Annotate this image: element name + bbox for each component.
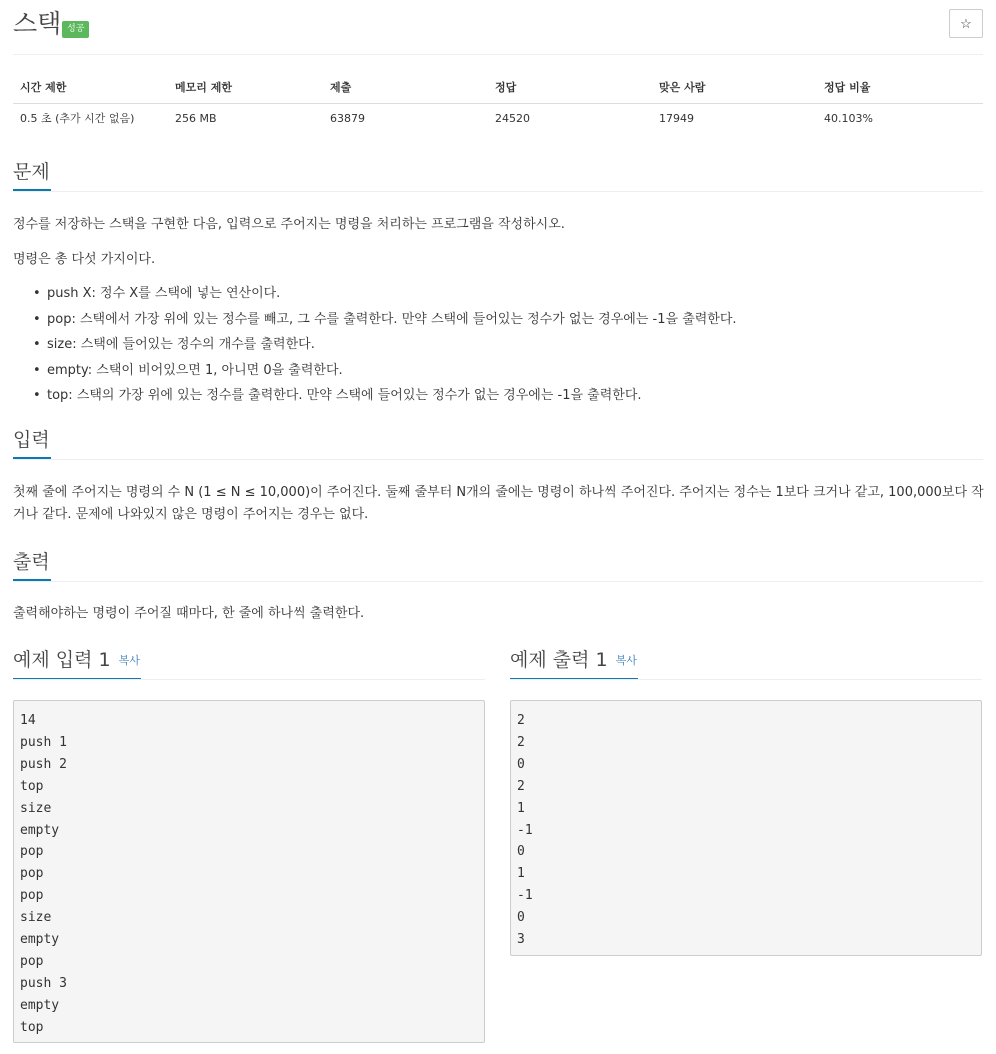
sample-output-title [510, 647, 638, 680]
problem-title: 스택 [13, 9, 62, 38]
sample-output-box[interactable]: 2 2 0 2 1 -1 0 1 -1 0 3 [510, 700, 982, 956]
list-item: • size: 스택에 들어있는 정수의 개수를 출력한다. [30, 335, 737, 361]
value-accept-ratio: 40.103% [824, 111, 873, 125]
list-item: • push X: 정수 X를 스택에 넣는 연산이다. [30, 284, 737, 310]
problem-header [13, 8, 983, 48]
sample-input-box[interactable]: 14 push 1 push 2 top size empty pop pop pop size empty pop push 3 empty top [13, 700, 485, 1043]
value-memory-limit: 256 MB [175, 111, 217, 125]
header-submissions: 제출 [323, 72, 488, 103]
input-description: 첫째 줄에 주어지는 명령의 수 N (1 ≤ N ≤ 10,000)이 주어진다. 둘째 줄부터 N개의 줄에는 명령이 하나씩 주어진다. 주어지는 정수는 1보다 크거나 같고, 100,000보다 작거나 같다. 문제에 나와있지 않은 명령이 주어지는 경우는 없다. [13, 485, 984, 522]
section-divider [13, 459, 983, 460]
header-solved-users: 맞은 사람 [652, 72, 817, 103]
sample-input-title [13, 647, 141, 680]
value-solved-users: 17949 [659, 111, 694, 125]
copy-sample-output-link[interactable]: 복사 [615, 653, 637, 667]
section-divider [13, 679, 485, 680]
header-accepted: 정답 [488, 72, 652, 103]
value-accepted: 24520 [495, 111, 530, 125]
list-item: • empty: 스택이 비어있으면 1, 아니면 0을 출력한다. [30, 361, 737, 387]
output-description: 출력해야하는 명령이 주어질 때마다, 한 줄에 하나씩 출력한다. [13, 606, 365, 621]
command-list [30, 284, 737, 412]
header-time-limit: 시간 제한 [13, 72, 168, 103]
problem-description: 정수를 저장하는 스택을 구현한 다음, 입력으로 주어지는 명령을 처리하는 프로그램을 작성하시오. [13, 217, 565, 232]
sample-output-label: 예제 출력 1 [510, 649, 608, 671]
value-time-limit: 0.5 초 (추가 시간 없음) [20, 112, 135, 126]
section-divider [510, 679, 982, 680]
sample-input-label: 예제 입력 1 [13, 649, 111, 671]
input-section-title: 입력 [13, 427, 51, 459]
problem-section-header [13, 159, 51, 191]
value-submissions: 63879 [330, 111, 365, 125]
list-item: • top: 스택의 가장 위에 있는 정수를 출력한다. 만약 스택에 들어있는 정수가 없는 경우에는 -1을 출력한다. [30, 386, 737, 412]
section-divider [13, 191, 983, 192]
info-header-row [13, 72, 983, 103]
star-icon: ☆ [960, 16, 972, 31]
title-divider [13, 54, 983, 55]
info-value-row [13, 103, 983, 133]
problem-info-table [13, 72, 983, 133]
star-button[interactable] [949, 9, 983, 38]
sample-output-header [510, 647, 638, 679]
list-item: • pop: 스택에서 가장 위에 있는 정수를 빼고, 그 수를 출력한다. 만약 스택에 들어있는 정수가 없는 경우에는 -1을 출력한다. [30, 310, 737, 336]
output-section-title: 출력 [13, 549, 51, 581]
problem-command-intro: 명령은 총 다섯 가지이다. [13, 252, 156, 267]
input-section-header [13, 427, 51, 459]
success-badge: 성공 [62, 21, 89, 38]
output-section-header [13, 549, 51, 581]
copy-sample-input-link[interactable]: 복사 [118, 653, 140, 667]
problem-section-title: 문제 [13, 159, 51, 191]
header-memory-limit: 메모리 제한 [168, 72, 323, 103]
sample-input-header [13, 647, 141, 679]
section-divider [13, 581, 983, 582]
header-accept-ratio: 정답 비율 [817, 72, 983, 103]
